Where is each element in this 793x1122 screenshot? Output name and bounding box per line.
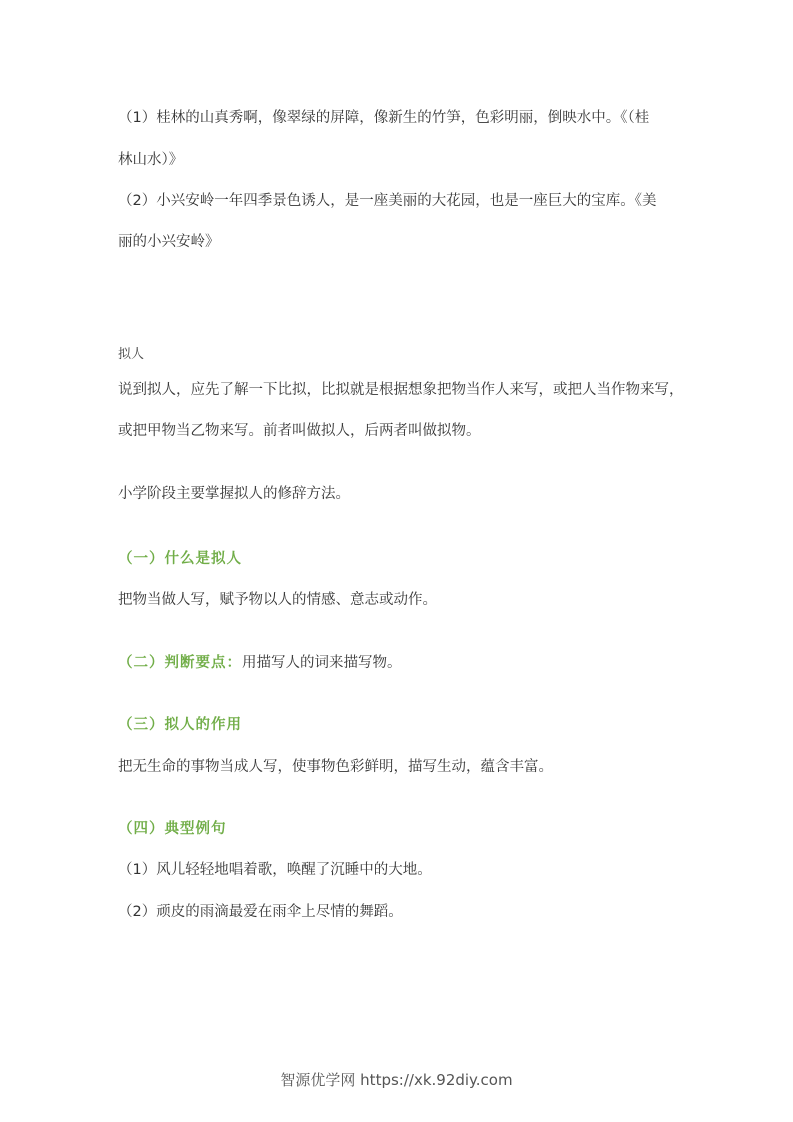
heading-2-label: （二）判断要点： bbox=[118, 655, 242, 671]
example-2-line-2: 丽的小兴安岭》 bbox=[118, 234, 220, 250]
intro-line-2: 或把甲物当乙物来写。前者叫做拟人，后两者叫做拟物。 bbox=[118, 423, 481, 439]
intro-line-1: 说到拟人，应先了解一下比拟，比拟就是根据想象把物当作人来写，或把人当作物来写， bbox=[118, 382, 684, 398]
heading-function: （三）拟人的作用 bbox=[118, 717, 242, 733]
footer-watermark: 智源优学网 https://xk.92diy.com bbox=[280, 1071, 513, 1089]
heading-judgement-points bbox=[118, 653, 678, 673]
example-2-line-1: （2）小兴安岭一年四季景色诱人，是一座美丽的大花园，也是一座巨大的宝库。《美 bbox=[118, 193, 657, 209]
heading-3-body: 把无生命的事物当成人写，使事物色彩鲜明，描写生动，蕴含丰富。 bbox=[118, 759, 553, 775]
example-1-line-1: （1）桂林的山真秀啊，像翠绿的屏障，像新生的竹笋，色彩明丽，倒映水中。《（桂 bbox=[118, 110, 650, 126]
example-1-line-2: 林山水）》 bbox=[118, 152, 184, 168]
heading-1-body: 把物当做人写，赋予物以人的情感、意志或动作。 bbox=[118, 592, 437, 608]
primary-note: 小学阶段主要掌握拟人的修辞方法。 bbox=[118, 486, 350, 502]
heading-2-body: 用描写人的词来描写物。 bbox=[242, 655, 402, 671]
typical-example-1: （1）风儿轻轻地唱着歌，唤醒了沉睡中的大地。 bbox=[118, 862, 432, 878]
heading-typical-examples: （四）典型例句 bbox=[118, 821, 227, 837]
heading-what-is-personification: （一）什么是拟人 bbox=[118, 551, 242, 567]
typical-example-2: （2）顽皮的雨滴最爱在雨伞上尽情的舞蹈。 bbox=[118, 904, 403, 920]
section-title: 拟人 bbox=[118, 347, 145, 362]
